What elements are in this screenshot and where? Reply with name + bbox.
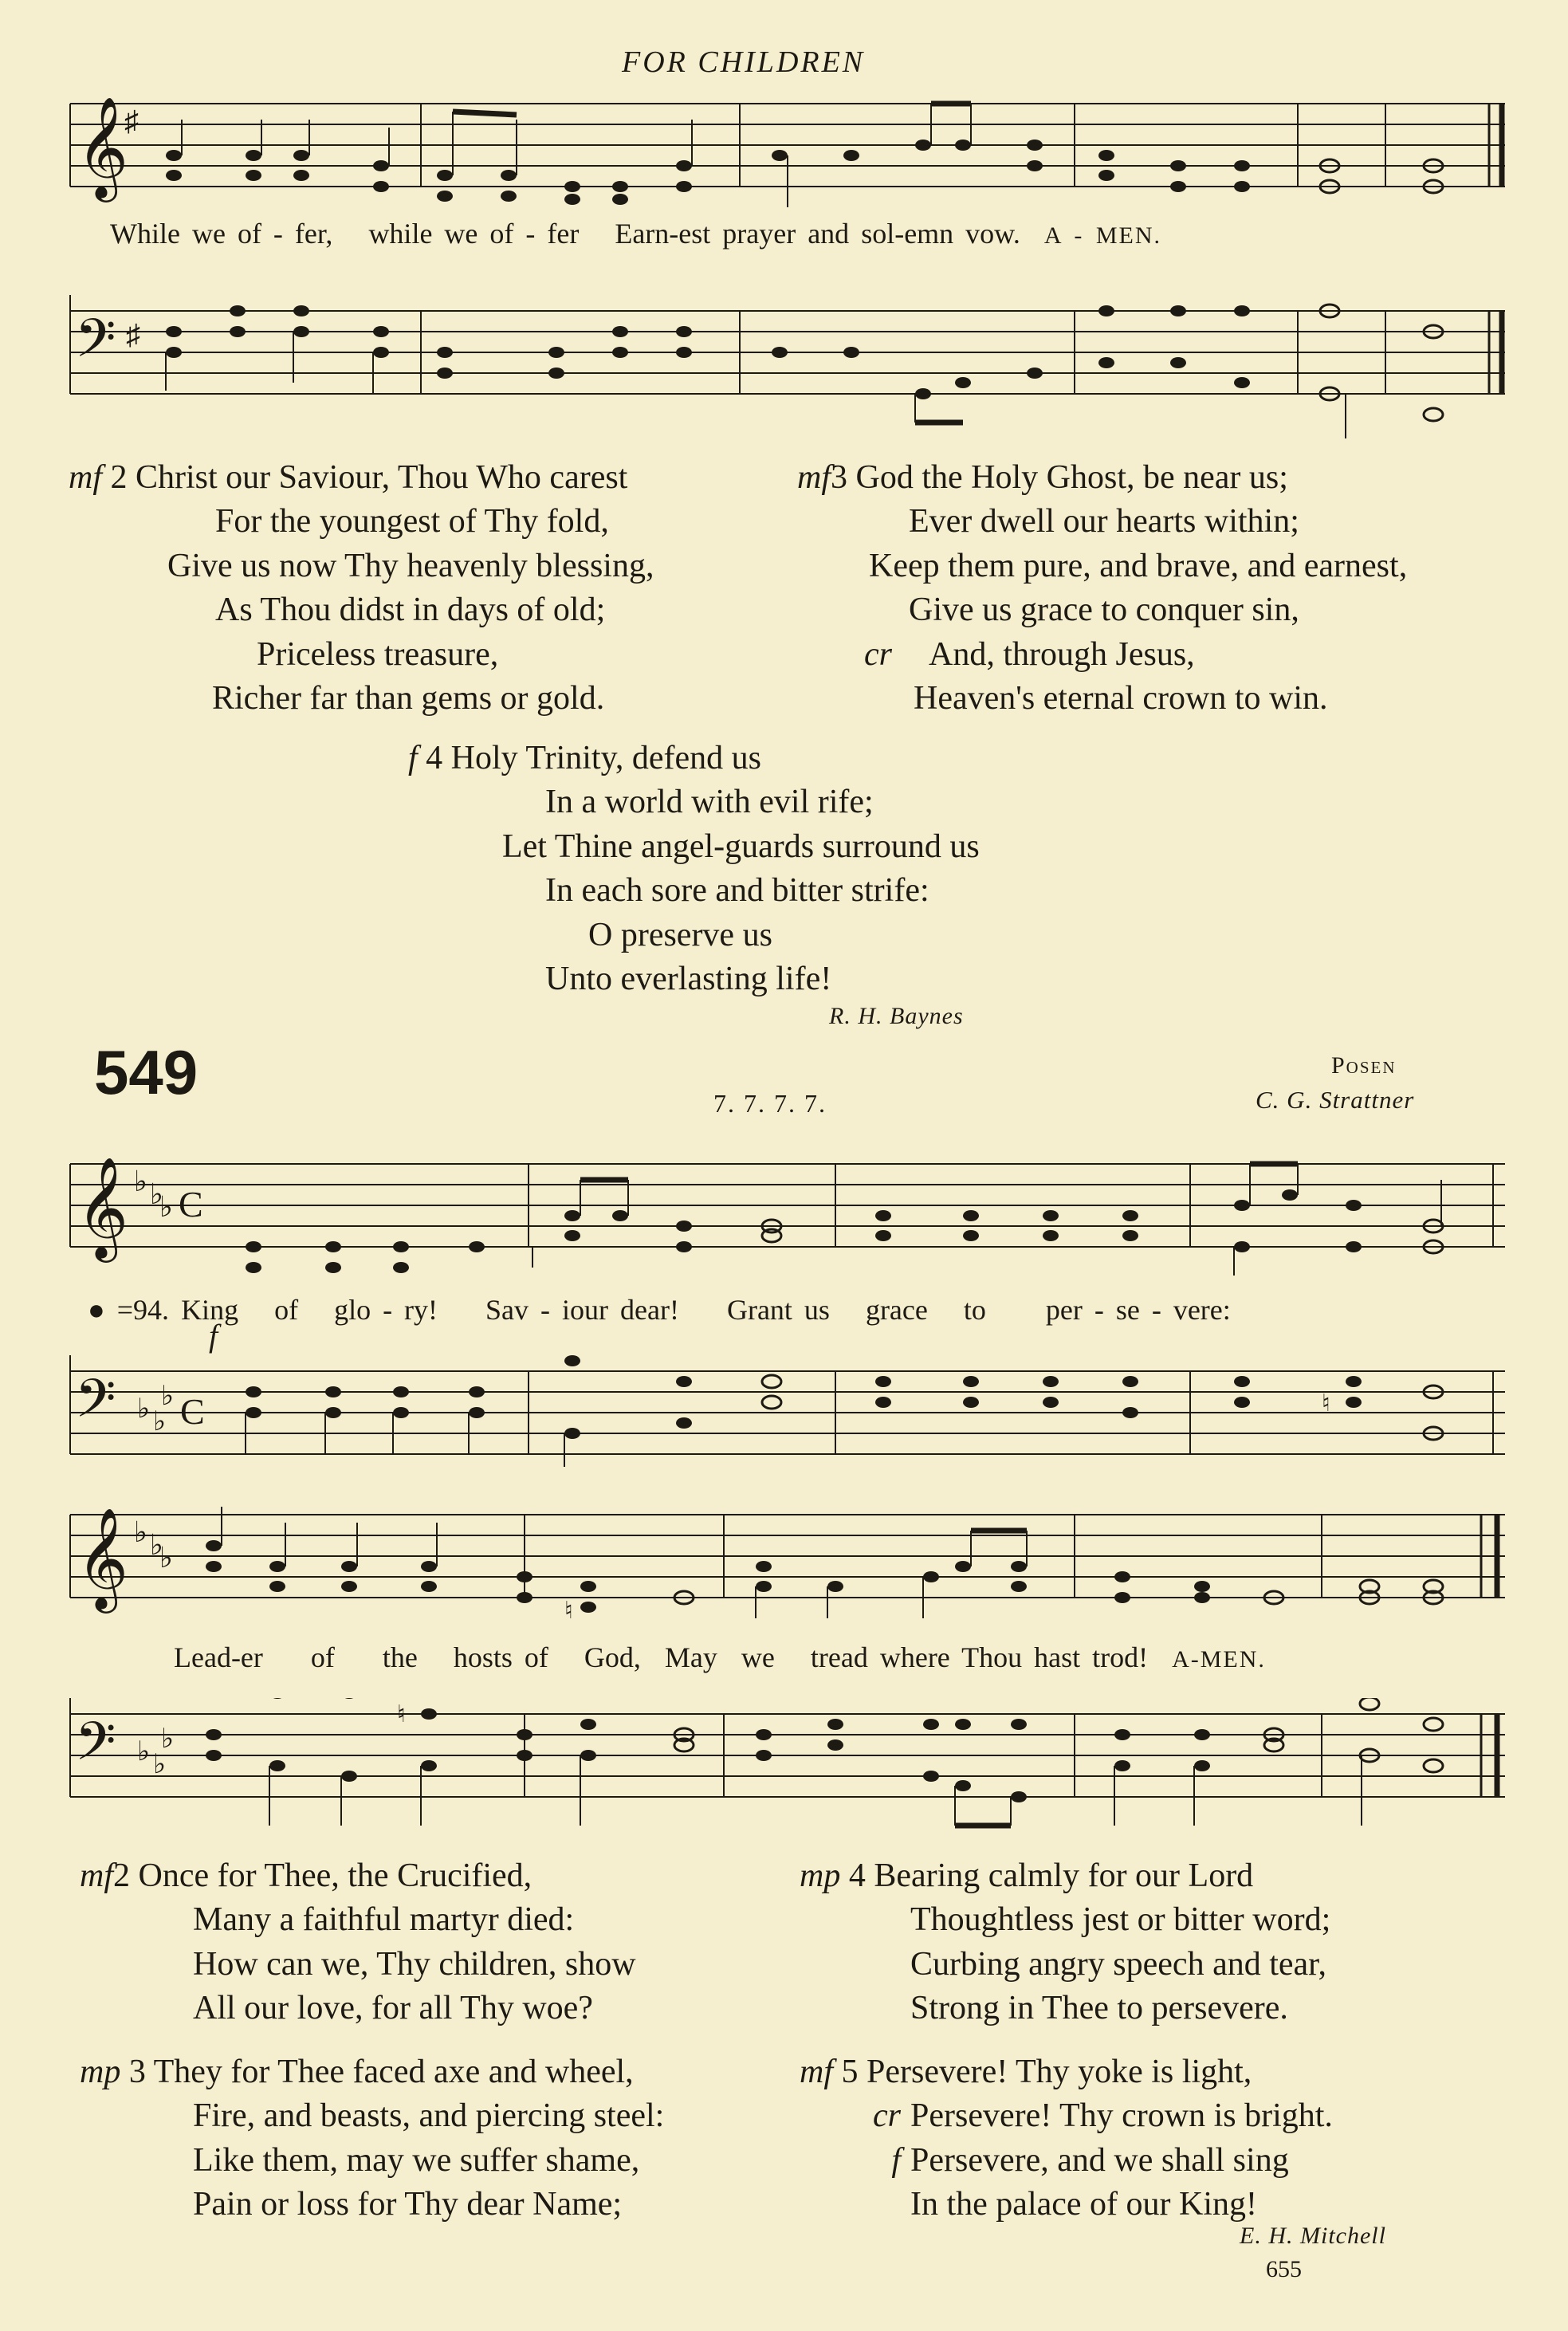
verse-549-3: mp 3 They for Thee faced axe and wheel,	[80, 2054, 634, 2090]
svg-text:♭: ♭	[150, 1529, 163, 1561]
verse-prev-2: mf 2 Christ our Saviour, Thou Who carest	[69, 459, 628, 496]
svg-text:♭: ♭	[159, 1542, 173, 1574]
svg-text:♭: ♭	[134, 1516, 147, 1548]
author-credit-549: E. H. Mitchell	[1240, 2223, 1386, 2249]
music-system-549-1-treble	[62, 1148, 1513, 1276]
svg-text:C: C	[180, 1391, 205, 1432]
svg-text:𝄢: 𝄢	[75, 1711, 116, 1785]
svg-text:𝄢: 𝄢	[75, 1368, 116, 1442]
verse-549-4: mp 4 Bearing calmly for our Lord	[800, 1857, 1254, 1894]
dynamic-forte: f	[209, 1318, 218, 1354]
svg-text:♭: ♭	[153, 1750, 167, 1779]
svg-text:♭: ♭	[137, 1394, 151, 1424]
lyric-line-549-2: Lead-er of the hosts of God, May we tread where Thou hast trod! A-MEN.	[174, 1641, 1266, 1673]
svg-text:♭: ♭	[137, 1737, 151, 1767]
composer: C. G. Strattner	[1256, 1086, 1415, 1114]
music-system-549-2-bass	[62, 1698, 1513, 1849]
music-system-549-1-bass	[62, 1355, 1513, 1483]
svg-text:𝄞: 𝄞	[77, 1507, 129, 1609]
verse-549-5-body: Persevere! Thy crown is bright. Persevere, and we shall sing In the palace of our King!	[910, 2097, 1333, 2223]
svg-text:♭: ♭	[153, 1407, 167, 1437]
svg-text:C: C	[179, 1184, 203, 1224]
lyric-line-prev: While we of - fer, while we of - fer Earn-est prayer and sol-emn vow. A - MEN.	[110, 218, 1161, 250]
music-system-prev-treble	[62, 88, 1513, 207]
verse-549-2-body: Many a faithful martyr died: How can we, Thy children, show All our love, for all Thy woe?	[193, 1901, 636, 2026]
verse-prev-4: f 4 Holy Trinity, defend us	[408, 740, 761, 776]
svg-text:♮: ♮	[564, 1598, 573, 1624]
verse-prev-3-body: Ever dwell our hearts within; Keep them pure, and brave, and earnest, Give us grace to conquer sin, cr And, through Jesus, Heaven's eternal crown to win.	[864, 503, 1408, 717]
svg-text:♯: ♯	[124, 105, 139, 137]
verse-prev-3: mf3 God the Holy Ghost, be near us;	[797, 459, 1288, 496]
svg-text:♭: ♭	[161, 1724, 175, 1754]
svg-text:♭: ♭	[161, 1382, 175, 1411]
svg-text:𝄞: 𝄞	[77, 96, 129, 198]
lyric-line-549-1: ● =94. King of glo - ry! Sav - iour dear! Grant us grace to per - se - vere:	[88, 1294, 1231, 1326]
verse-prev-2-body: For the youngest of Thy fold, Give us now Thy heavenly blessing, As Thou didst in days of old; Priceless treasure, Richer far than gems or gold.	[167, 503, 654, 717]
tune-name: Posen	[1331, 1052, 1397, 1079]
music-system-549-2-treble	[62, 1499, 1513, 1626]
verse-549-5: mf 5 Persevere! Thy yoke is light,	[800, 2054, 1252, 2090]
section-title: FOR CHILDREN	[622, 45, 866, 79]
page-number: 655	[1266, 2256, 1302, 2282]
music-system-prev-bass	[62, 295, 1513, 438]
svg-text:𝄞: 𝄞	[77, 1156, 129, 1258]
verse-549-2: mf2 Once for Thee, the Crucified,	[80, 1857, 532, 1894]
verse-549-3-body: Fire, and beasts, and piercing steel: Like them, may we suffer shame, Pain or loss for Thy dear Name;	[193, 2097, 665, 2223]
svg-text:𝄢: 𝄢	[75, 308, 116, 382]
svg-text:♭: ♭	[150, 1178, 163, 1210]
hymn-meter: 7. 7. 7. 7.	[713, 1089, 827, 1118]
verse-549-4-body: Thoughtless jest or bitter word; Curbing angry speech and tear, Strong in Thee to persevere.	[910, 1901, 1331, 2026]
hymn-number: 549	[94, 1037, 198, 1107]
svg-text:♭: ♭	[159, 1191, 173, 1223]
svg-text:♯: ♯	[126, 319, 140, 351]
author-credit-prev: R. H. Baynes	[829, 1003, 964, 1029]
verse-549-5-marks: cr f	[873, 2097, 901, 2179]
verse-prev-4-body: In a world with evil rife; Let Thine angel-guards surround us In each sore and bitter strife: O preserve us Unto everlasting life!	[502, 784, 980, 997]
svg-text:♭: ♭	[134, 1166, 147, 1197]
tempo-marking: ● =94.	[88, 1294, 170, 1326]
svg-text:♮: ♮	[1322, 1390, 1330, 1417]
svg-text:♮: ♮	[397, 1701, 406, 1728]
